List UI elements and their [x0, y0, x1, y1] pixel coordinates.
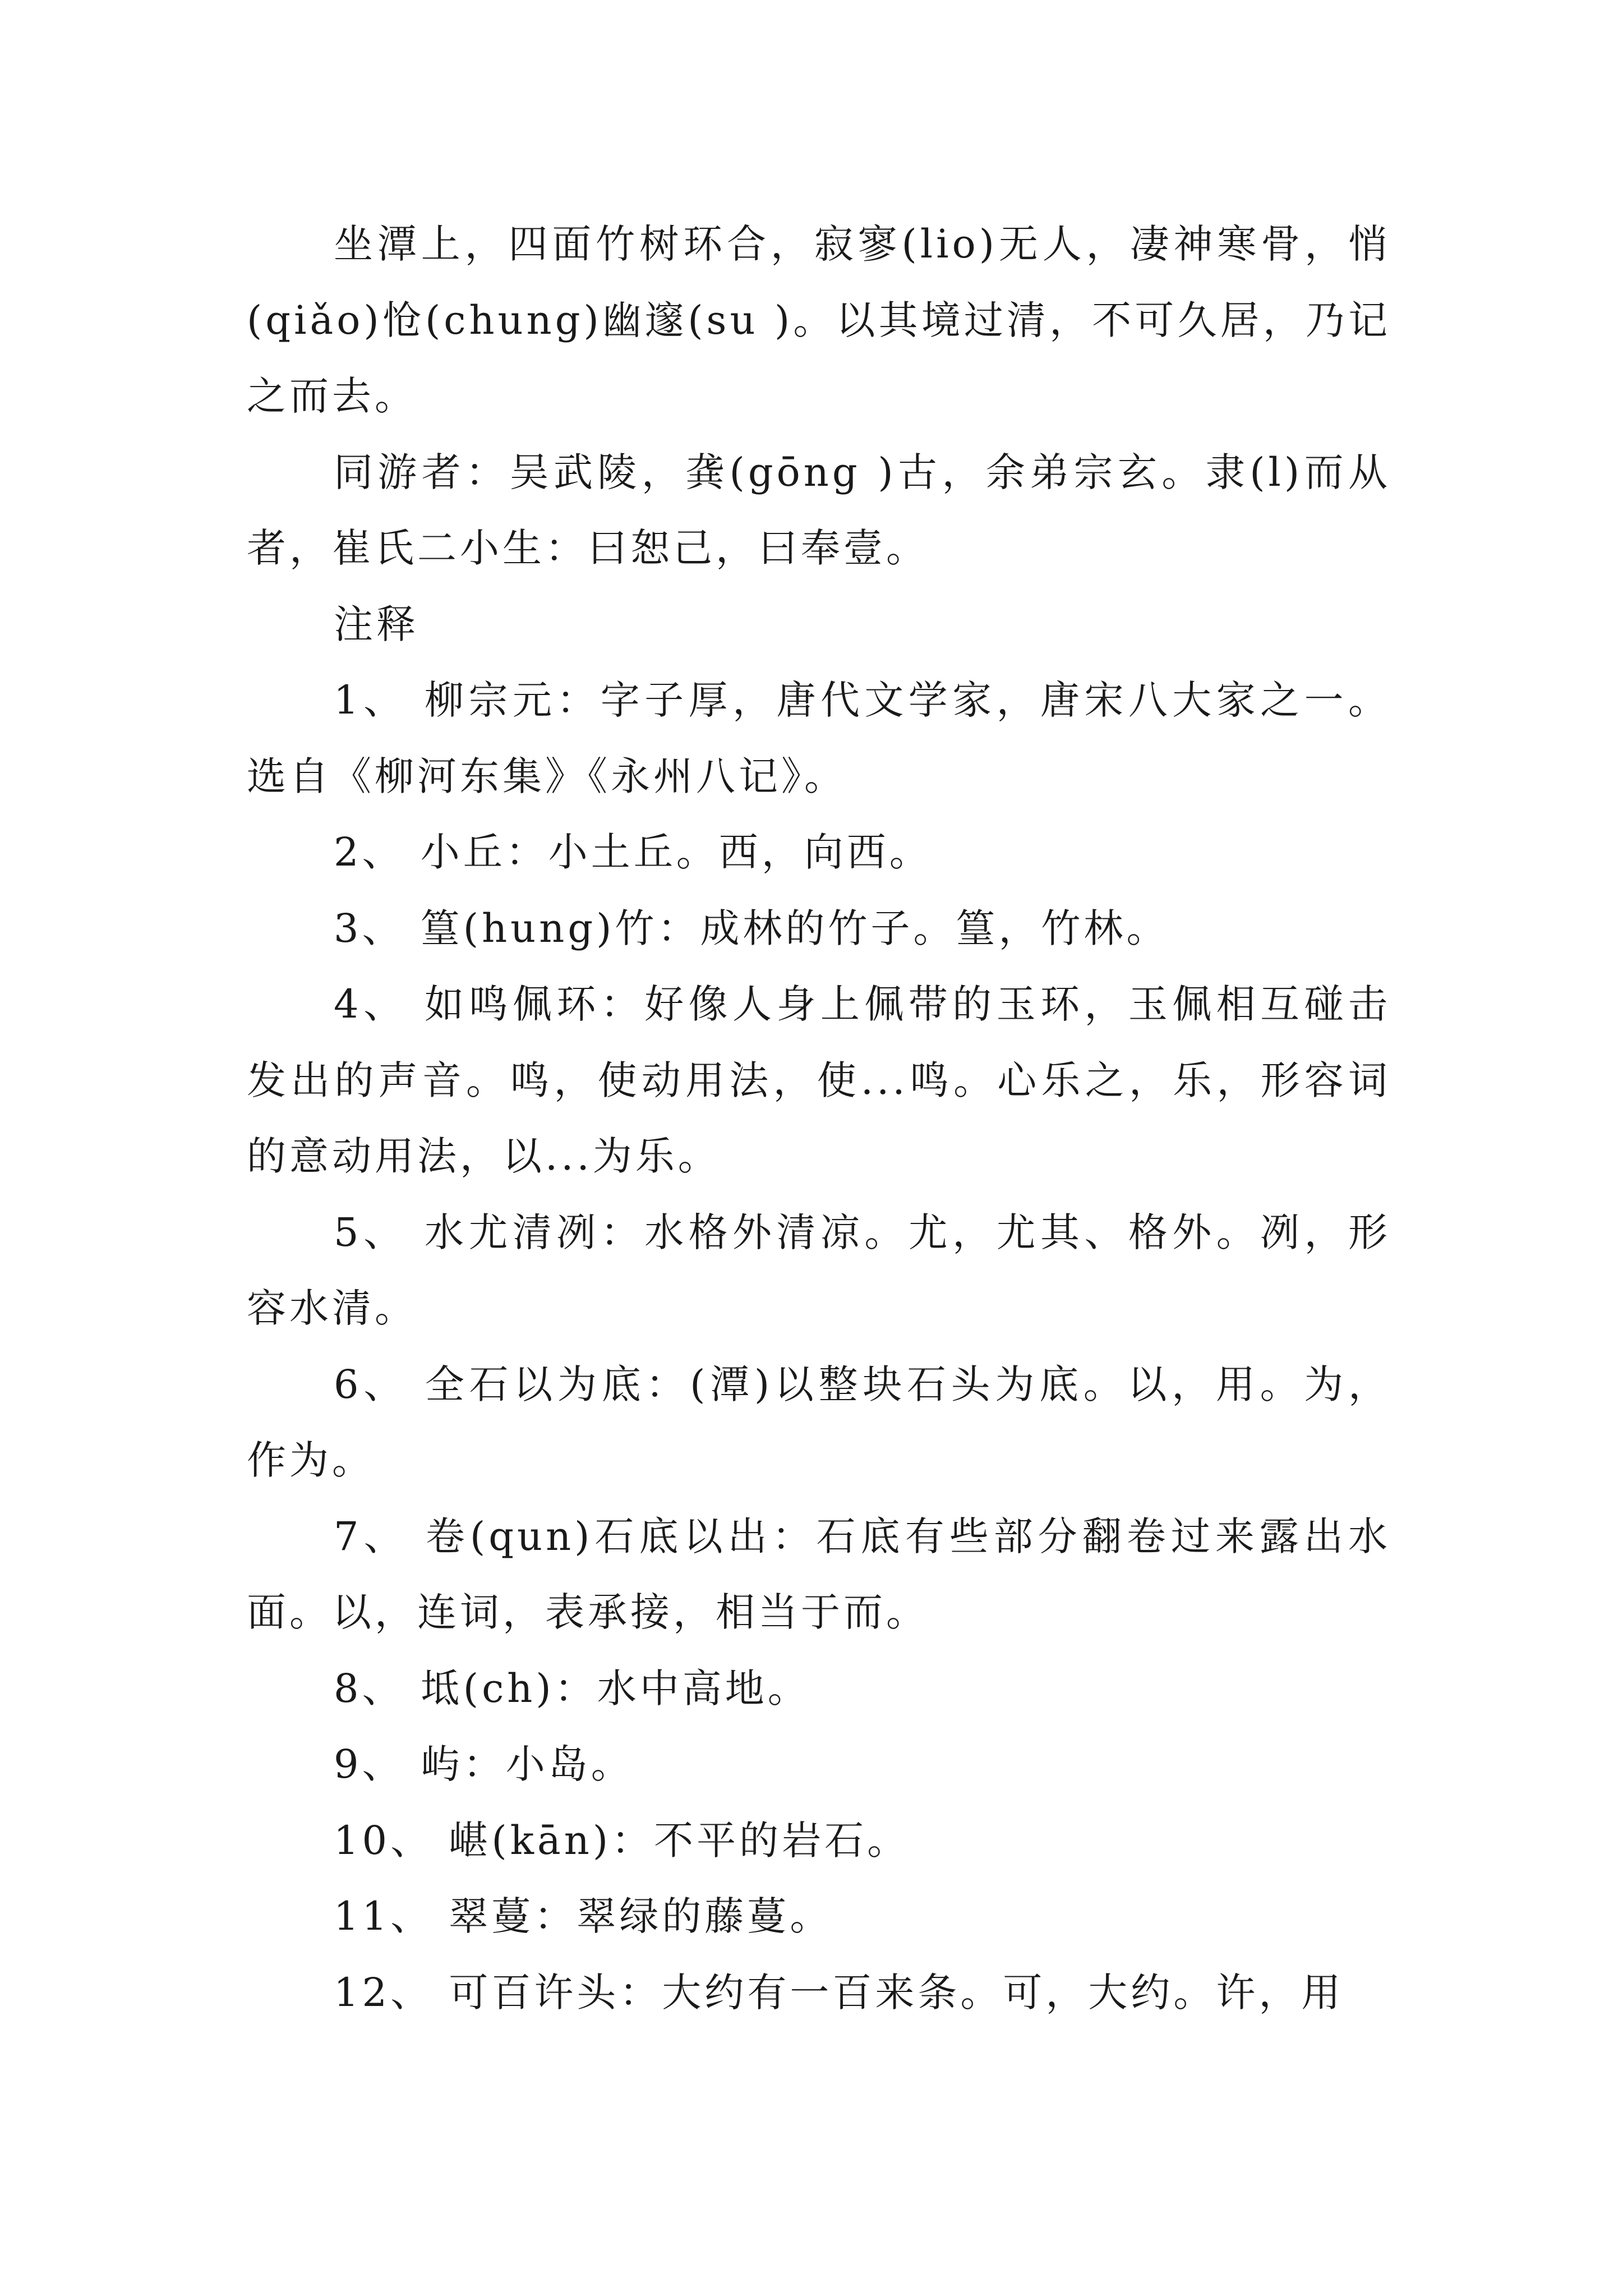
- document-body: [247, 206, 1391, 2031]
- note-item-4: 4、 如鸣佩环：好像人身上佩带的玉环，玉佩相互碰击发出的声音。鸣，使动用法，使...鸣。心乐之，乐，形容词的意动用法，以...为乐。: [247, 981, 1391, 1179]
- note-item-11: 11、 翠蔓：翠绿的藤蔓。: [334, 1893, 833, 1939]
- note-item-8: 8、 坻(ch)：水中高地。: [334, 1665, 810, 1711]
- note-item-12: 12、 可百许头：大约有一百来条。可，大约。许，用: [334, 1969, 1344, 2016]
- note-item-9: 9、 屿：小岛。: [334, 1741, 634, 1787]
- paragraph-closing-scene: 坐潭上，四面竹树环合，寂寥(lio)无人，凄神寒骨，悄(qiǎo)怆(chung)幽邃(su )。以其境过清，不可久居，乃记之而去。: [247, 221, 1391, 419]
- note-item-10: 10、 嵁(kān)：不平的岩石。: [334, 1817, 910, 1864]
- note-item-1: 1、 柳宗元：字子厚，唐代文学家，唐宋八大家之一。选自《柳河东集》《永州八记》。: [247, 677, 1391, 799]
- note-item-3: 3、 篁(hung)竹：成林的竹子。篁，竹林。: [334, 905, 1169, 951]
- notes-heading: 注释: [334, 601, 419, 647]
- note-item-2: 2、 小丘：小土丘。西，向西。: [334, 829, 932, 875]
- note-item-5: 5、 水尤清冽：水格外清凉。尤，尤其、格外。冽，形容水清。: [247, 1209, 1391, 1331]
- note-item-7: 7、 卷(qun)石底以出：石底有些部分翻卷过来露出水面。以，连词，表承接，相当于而。: [247, 1513, 1391, 1635]
- note-item-6: 6、 全石以为底：(潭)以整块石头为底。以，用。为，作为。: [247, 1361, 1391, 1483]
- paragraph-companions: 同游者：吴武陵，龚(gōng )古，余弟宗玄。隶(l)而从者，崔氏二小生：曰恕己，曰奉壹。: [247, 449, 1391, 571]
